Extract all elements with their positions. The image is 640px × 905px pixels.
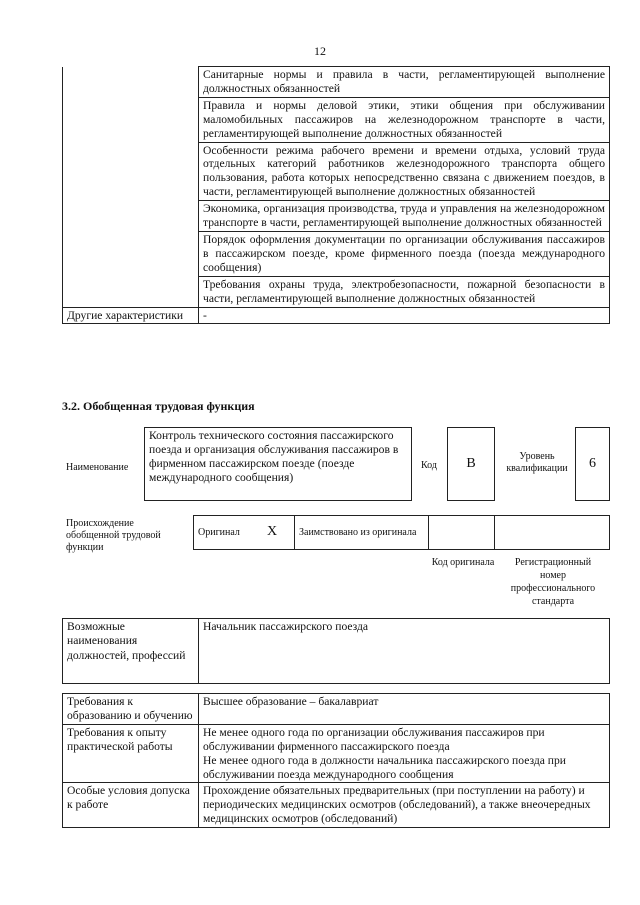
table-row [63, 724, 610, 783]
origin-label: Происхождение обобщенной трудовой функции [66, 518, 161, 553]
knowledge-label-cell [63, 67, 199, 308]
education-value: Высшее образование – бакалавриат [199, 694, 610, 725]
knowledge-item: Санитарные нормы и правила в части, регламентирующей выполнение должностных обязанностей [199, 67, 610, 98]
knowledge-item: Требования охраны труда, электробезопасности, пожарной безопасности в части, регламентирующей выполнение должностных обязанностей [199, 276, 610, 307]
table-row [63, 694, 610, 725]
page-number: 12 [314, 44, 326, 58]
table-row [63, 619, 610, 684]
experience-line: Не менее одного года в должности начальника пассажирского поезда при обслуживании поезда международного сообщения [203, 753, 566, 781]
admission-label: Особые условия допуска к работе [63, 783, 199, 828]
admission-value: Прохождение обязательных предварительных (при поступлении на работу) и периодических медицинских осмотров (обследований), а также внеочередных медицинских осмотров (обследований) [199, 783, 610, 828]
function-name-box: Контроль технического состояния пассажирского поезда и организация обслуживания пассажиров в фирменном пассажирском поезде (поезде международного сообщения) [144, 427, 412, 501]
naming-label: Наименование [66, 462, 129, 473]
code-value-box: B [447, 427, 495, 501]
experience-value [199, 724, 610, 783]
code-original-cell [429, 516, 495, 550]
original-mark: X [267, 524, 278, 539]
reg-number-cell [495, 516, 610, 550]
table-row [194, 516, 610, 550]
knowledge-item: Порядок оформления документации по организации обслуживания пассажиров в пассажирском поезде, кроме фирменного поезда (поезда международного сообщения) [199, 231, 610, 276]
original-label: Оригинал [198, 526, 240, 538]
other-characteristics-value: - [199, 307, 610, 324]
section-title: 3.2. Обобщенная трудовая функция [62, 399, 255, 413]
knowledge-item: Правила и нормы деловой этики, этики общения при обслуживании маломобильных пассажиров на железнодорожном транспорте в части, регламентирующей выполнение должностных обязанностей [199, 97, 610, 142]
experience-line: Не менее одного года по организации обслуживания пассажиров при обслуживании фирменного пассажирского поезда [203, 725, 545, 753]
table-row [63, 307, 610, 324]
code-label: Код [421, 460, 437, 471]
knowledge-item: Экономика, организация производства, труда и управления на железнодорожном транспорте в части, регламентирующей выполнение должностных обязанностей [199, 201, 610, 232]
knowledge-item: Особенности режима рабочего времени и времени отдыха, условий труда отдельных категорий работников железнодорожного транспорта общего пользования, работа которых непосредственно связана с движением поездов, в части, регламентирующей выполнение должностных обязанностей [199, 142, 610, 201]
reg-number-label: Регистрационный номер профессионального стандарта [510, 557, 596, 607]
knowledge-table [62, 66, 610, 324]
code-original-label: Код оригинала [431, 557, 495, 568]
qualification-level-box: 6 [575, 427, 610, 501]
other-characteristics-label: Другие характеристики [63, 307, 199, 324]
requirements-table [62, 693, 610, 828]
borrowed-label: Заимствовано из оригинала [295, 516, 429, 550]
original-cell [194, 516, 295, 550]
positions-table [62, 618, 610, 684]
positions-label: Возможные наименования должностей, профессий [63, 619, 199, 684]
education-label: Требования к образованию и обучению [63, 694, 199, 725]
experience-label: Требования к опыту практической работы [63, 724, 199, 783]
table-row [63, 67, 610, 98]
positions-value: Начальник пассажирского поезда [199, 619, 610, 684]
qualification-level-label: Уровень квалификации [506, 451, 568, 474]
origin-table [193, 515, 610, 550]
table-row [63, 783, 610, 828]
